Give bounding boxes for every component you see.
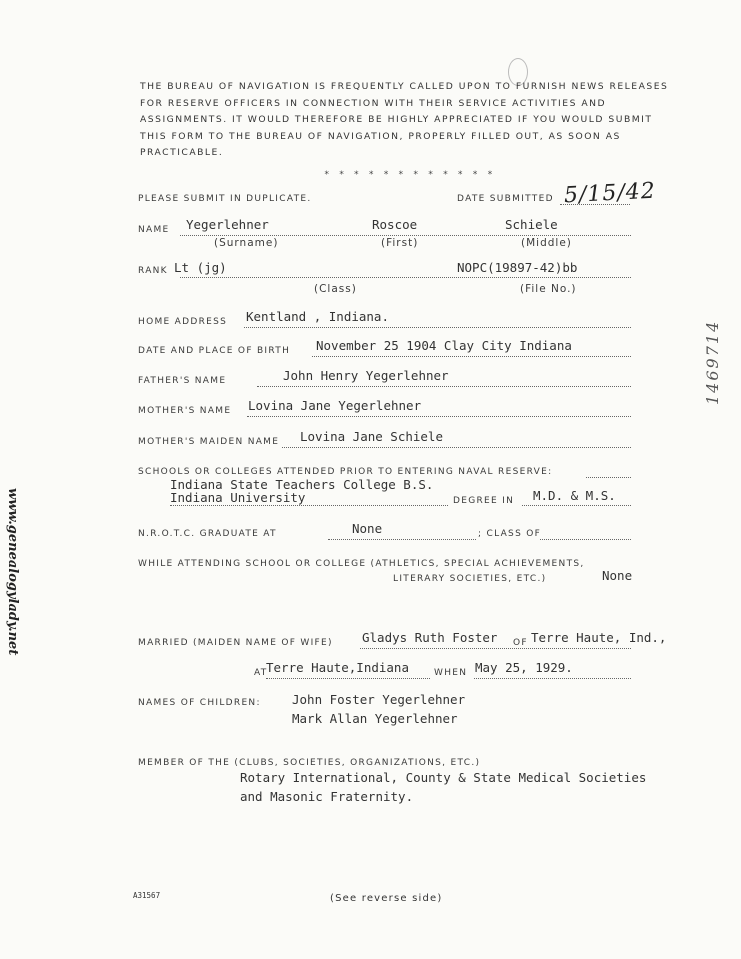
activities-label: WHILE ATTENDING SCHOOL OR COLLEGE (ATHLETICS, SPECIAL ACHIEVEMENTS, xyxy=(138,559,585,569)
school-1-value: Indiana State Teachers College B.S. xyxy=(170,477,434,492)
home-address-line xyxy=(244,327,631,328)
nrotc-value: None xyxy=(352,521,383,536)
schools-label: SCHOOLS OR COLLEGES ATTENDED PRIOR TO ENTERING NAVAL RESERVE: xyxy=(138,467,553,477)
nrotc-line xyxy=(328,539,476,540)
mother-maiden-line xyxy=(282,447,631,448)
mother-name-label: MOTHER'S NAME xyxy=(138,406,232,416)
child-2-value: Mark Allan Yegerlehner xyxy=(292,711,458,726)
middle-caption: (Middle) xyxy=(521,237,572,249)
nrotc-label: N.R.O.T.C. GRADUATE AT xyxy=(138,529,277,539)
form-code: A31567 xyxy=(133,891,161,900)
birth-line xyxy=(312,356,631,357)
separator-stars: * * * * * * * * * * * * xyxy=(324,170,495,180)
first-name-value: Roscoe xyxy=(372,217,418,232)
father-name-label: FATHER'S NAME xyxy=(138,376,227,386)
married-label: MARRIED (MAIDEN NAME OF WIFE) xyxy=(138,638,333,648)
home-address-value: Kentland , Indiana. xyxy=(246,309,389,324)
mother-maiden-value: Lovina Jane Schiele xyxy=(300,429,443,444)
degree-line xyxy=(522,505,631,506)
rank-value: Lt (jg) xyxy=(174,260,227,275)
mother-maiden-label: MOTHER'S MAIDEN NAME xyxy=(138,437,280,447)
name-line xyxy=(180,235,631,236)
of-label: OF xyxy=(513,638,528,648)
married-at-line xyxy=(266,678,430,679)
date-submitted-label: DATE SUBMITTED xyxy=(457,194,554,204)
degree-label: DEGREE IN xyxy=(453,496,515,506)
married-at-value: Terre Haute,Indiana xyxy=(266,660,409,675)
member-line-1: Rotary International, County & State Medical Societies xyxy=(240,770,647,785)
surname-value: Yegerlehner xyxy=(186,217,269,232)
file-number-value: NOPC(19897-42)bb xyxy=(457,260,578,275)
birth-label: DATE AND PLACE OF BIRTH xyxy=(138,346,291,356)
mother-name-value: Lovina Jane Yegerlehner xyxy=(248,398,422,413)
see-reverse-footer: (See reverse side) xyxy=(330,893,443,904)
father-name-line xyxy=(257,386,631,387)
child-1-value: John Foster Yegerlehner xyxy=(292,692,466,707)
file-number-caption: (File No.) xyxy=(520,283,577,295)
rank-label: RANK xyxy=(138,266,168,276)
children-label: NAMES OF CHILDREN: xyxy=(138,698,261,708)
surname-caption: (Surname) xyxy=(214,237,279,249)
activities-value: None xyxy=(602,568,633,583)
member-line-2: and Masonic Fraternity. xyxy=(240,789,414,804)
mother-name-line xyxy=(247,416,631,417)
first-caption: (First) xyxy=(381,237,419,249)
class-of-line xyxy=(540,539,631,540)
married-line xyxy=(360,648,631,649)
wife-name-value: Gladys Ruth Foster xyxy=(362,630,498,645)
class-caption: (Class) xyxy=(314,283,357,295)
date-submitted-value: 5/15/42 xyxy=(563,178,657,209)
class-of-label: ; CLASS OF xyxy=(478,529,542,539)
intro-paragraph: THE BUREAU OF NAVIGATION IS FREQUENTLY CALLED UPON TO FURNISH NEWS RELEASES FOR RESERVE OFFICERS IN CONNECTION WITH THEIR SERVICE ACTIVITIES AND ASSIGNMENTS. IT WOULD THEREFORE BE HIGHLY APPRECIATED IF YOU WOULD SUBMIT THIS FORM TO THE BUREAU OF NAVIGATION, PROPERLY FILLED OUT, AS SOON AS PRACTICABLE. xyxy=(140,81,669,159)
birth-value: November 25 1904 Clay City Indiana xyxy=(316,338,572,353)
school-2-value: Indiana University xyxy=(170,490,306,505)
rank-line xyxy=(180,277,631,278)
name-label: NAME xyxy=(138,225,170,235)
home-address-label: HOME ADDRESS xyxy=(138,317,228,327)
activities-label-2: LITERARY SOCIETIES, ETC.) xyxy=(393,574,547,584)
watermark-text: www.genealogylady.net xyxy=(5,488,20,656)
married-when-value: May 25, 1929. xyxy=(475,660,573,675)
when-label: WHEN xyxy=(434,668,468,678)
submit-duplicate-label: PLEASE SUBMIT IN DUPLICATE. xyxy=(138,194,312,204)
member-label: MEMBER OF THE (CLUBS, SOCIETIES, ORGANIZATIONS, ETC.) xyxy=(138,758,481,768)
side-number: 1469714 xyxy=(703,319,722,405)
father-name-value: John Henry Yegerlehner xyxy=(283,368,449,383)
at-label: AT xyxy=(254,668,268,678)
married-when-line xyxy=(474,678,631,679)
middle-name-value: Schiele xyxy=(505,217,558,232)
wife-of-value: Terre Haute, Ind., xyxy=(531,630,667,645)
schools-line xyxy=(586,477,631,478)
school-2-line xyxy=(170,505,448,506)
degree-value: M.D. & M.S. xyxy=(533,488,616,503)
